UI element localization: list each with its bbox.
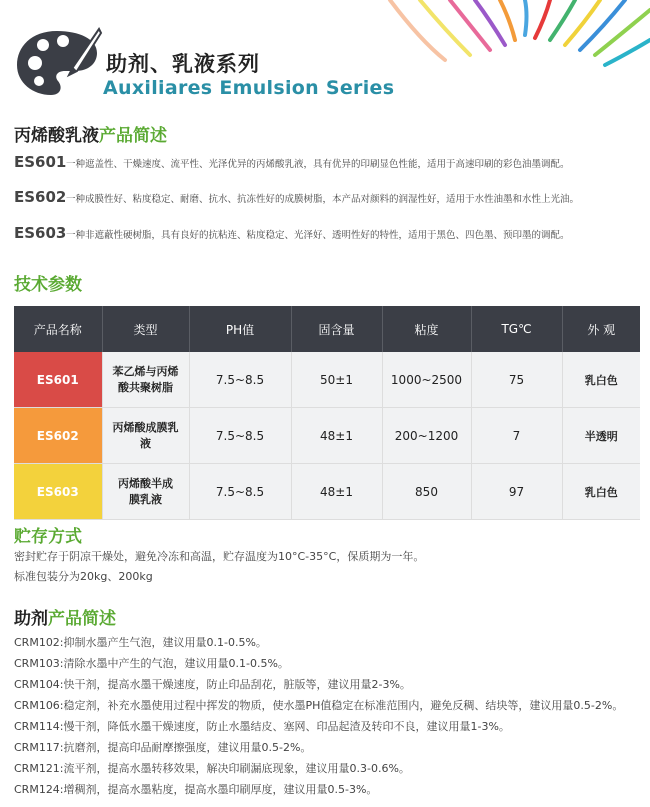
product-item — [14, 153, 570, 171]
acrylic-heading — [14, 121, 167, 146]
product-code: ES602 — [14, 188, 67, 206]
table-row — [14, 408, 640, 464]
feathers-decoration — [350, 0, 650, 90]
table-row — [14, 464, 640, 520]
list-item: CRM106:稳定剂，补充水墨使用过程中挥发的物质，使水墨PH值稳定在标准范围内，避免反稠、结块等，建议用量0.5-2%。 — [14, 699, 624, 712]
storage-heading: 贮存方式 — [14, 527, 82, 547]
cell-viscosity: 850 — [382, 464, 471, 520]
list-item: CRM117:抗磨剂，提高印品耐摩擦强度，建议用量0.5-2%。 — [14, 741, 312, 754]
tech-heading: 技术参数 — [14, 275, 82, 295]
list-item: CRM121:流平剂，提高水墨转移效果，解决印刷漏底现象，建议用量0.3-0.6%。 — [14, 762, 410, 775]
cell-tg: 97 — [471, 464, 562, 520]
list-item: CRM114:慢干剂，降低水墨干燥速度，防止水墨结皮、塞网、印品起渣及转印不良，建议用量1-3%。 — [14, 720, 510, 733]
cell-ph: 7.5~8.5 — [189, 408, 291, 464]
cell-ph: 7.5~8.5 — [189, 464, 291, 520]
column-header: 粘度 — [382, 306, 471, 352]
cell-type-line: 苯乙烯与丙烯 — [112, 364, 179, 378]
page-subtitle: Auxiliares Emulsion Series — [103, 77, 395, 99]
cell-appearance: 乳白色 — [562, 352, 640, 408]
list-item: CRM102:抑制水墨产生气泡，建议用量0.1-0.5%。 — [14, 636, 267, 649]
page-title: 助剂、乳液系列 — [106, 52, 260, 76]
product-description: 一种遮盖性、干燥速度、流平性、光泽优异的丙烯酸乳液，具有优异的印刷显色性能，适用于高速印刷的彩色油墨调配。 — [66, 159, 570, 170]
palette-icon — [13, 27, 103, 99]
storage-line: 标准包装分为20kg、200kg — [14, 570, 153, 583]
auxiliary-heading-green: 产品简述 — [48, 609, 116, 629]
product-description: 一种非遮蔽性硬树脂，具有良好的抗粘连、粘度稳定、光泽好、透明性好的特性，适用于黑色、四色墨、预印墨的调配。 — [66, 230, 570, 241]
acrylic-heading-green: 产品简述 — [99, 126, 167, 146]
product-item — [14, 188, 579, 206]
column-header: 固含量 — [291, 306, 382, 352]
header — [0, 0, 650, 112]
table-header-row — [14, 306, 640, 352]
cell-type — [102, 408, 189, 464]
list-item: CRM104:快干剂，提高水墨干燥速度，防止印品刮花，脏版等，建议用量2-3%。 — [14, 678, 411, 691]
cell-type-line: 丙烯酸半成 — [118, 476, 173, 490]
table-row — [14, 352, 640, 408]
cell-solid: 48±1 — [291, 408, 382, 464]
cell-viscosity: 200~1200 — [382, 408, 471, 464]
cell-type — [102, 352, 189, 408]
list-item: CRM124:增稠剂，提高水墨粘度，提高水墨印刷厚度，建议用量0.5-3%。 — [14, 783, 378, 796]
cell-tg: 75 — [471, 352, 562, 408]
auxiliary-heading — [14, 604, 116, 629]
column-header: TG℃ — [471, 306, 562, 352]
product-code: ES603 — [14, 224, 67, 242]
storage-line: 密封贮存于阴凉干燥处，避免冷冻和高温，贮存温度为10°C-35°C，保质期为一年。 — [14, 550, 425, 563]
column-header: 类型 — [102, 306, 189, 352]
cell-type-line: 酸共聚树脂 — [118, 380, 173, 394]
list-item: CRM103:清除水墨中产生的气泡，建议用量0.1-0.5%。 — [14, 657, 289, 670]
column-header: PH值 — [189, 306, 291, 352]
column-header: 产品名称 — [14, 306, 102, 352]
cell-solid: 48±1 — [291, 464, 382, 520]
cell-ph: 7.5~8.5 — [189, 352, 291, 408]
cell-viscosity: 1000~2500 — [382, 352, 471, 408]
cell-code: ES603 — [14, 464, 102, 520]
product-item — [14, 224, 570, 242]
product-code: ES601 — [14, 153, 67, 171]
product-description: 一种成膜性好、粘度稳定、耐磨、抗水、抗冻性好的成膜树脂，本产品对颜料的润湿性好，适用于水性油墨和水性上光油。 — [66, 194, 580, 205]
cell-code: ES602 — [14, 408, 102, 464]
cell-type-line: 丙烯酸成膜乳液 — [112, 420, 179, 450]
acrylic-heading-dark: 丙烯酸乳液 — [14, 126, 99, 146]
cell-appearance: 半透明 — [562, 408, 640, 464]
cell-appearance: 乳白色 — [562, 464, 640, 520]
cell-code: ES601 — [14, 352, 102, 408]
auxiliary-heading-dark: 助剂 — [14, 609, 48, 629]
cell-type — [102, 464, 189, 520]
column-header: 外 观 — [562, 306, 640, 352]
spec-table — [14, 306, 640, 520]
cell-type-line: 膜乳液 — [129, 492, 162, 506]
cell-solid: 50±1 — [291, 352, 382, 408]
cell-tg: 7 — [471, 408, 562, 464]
